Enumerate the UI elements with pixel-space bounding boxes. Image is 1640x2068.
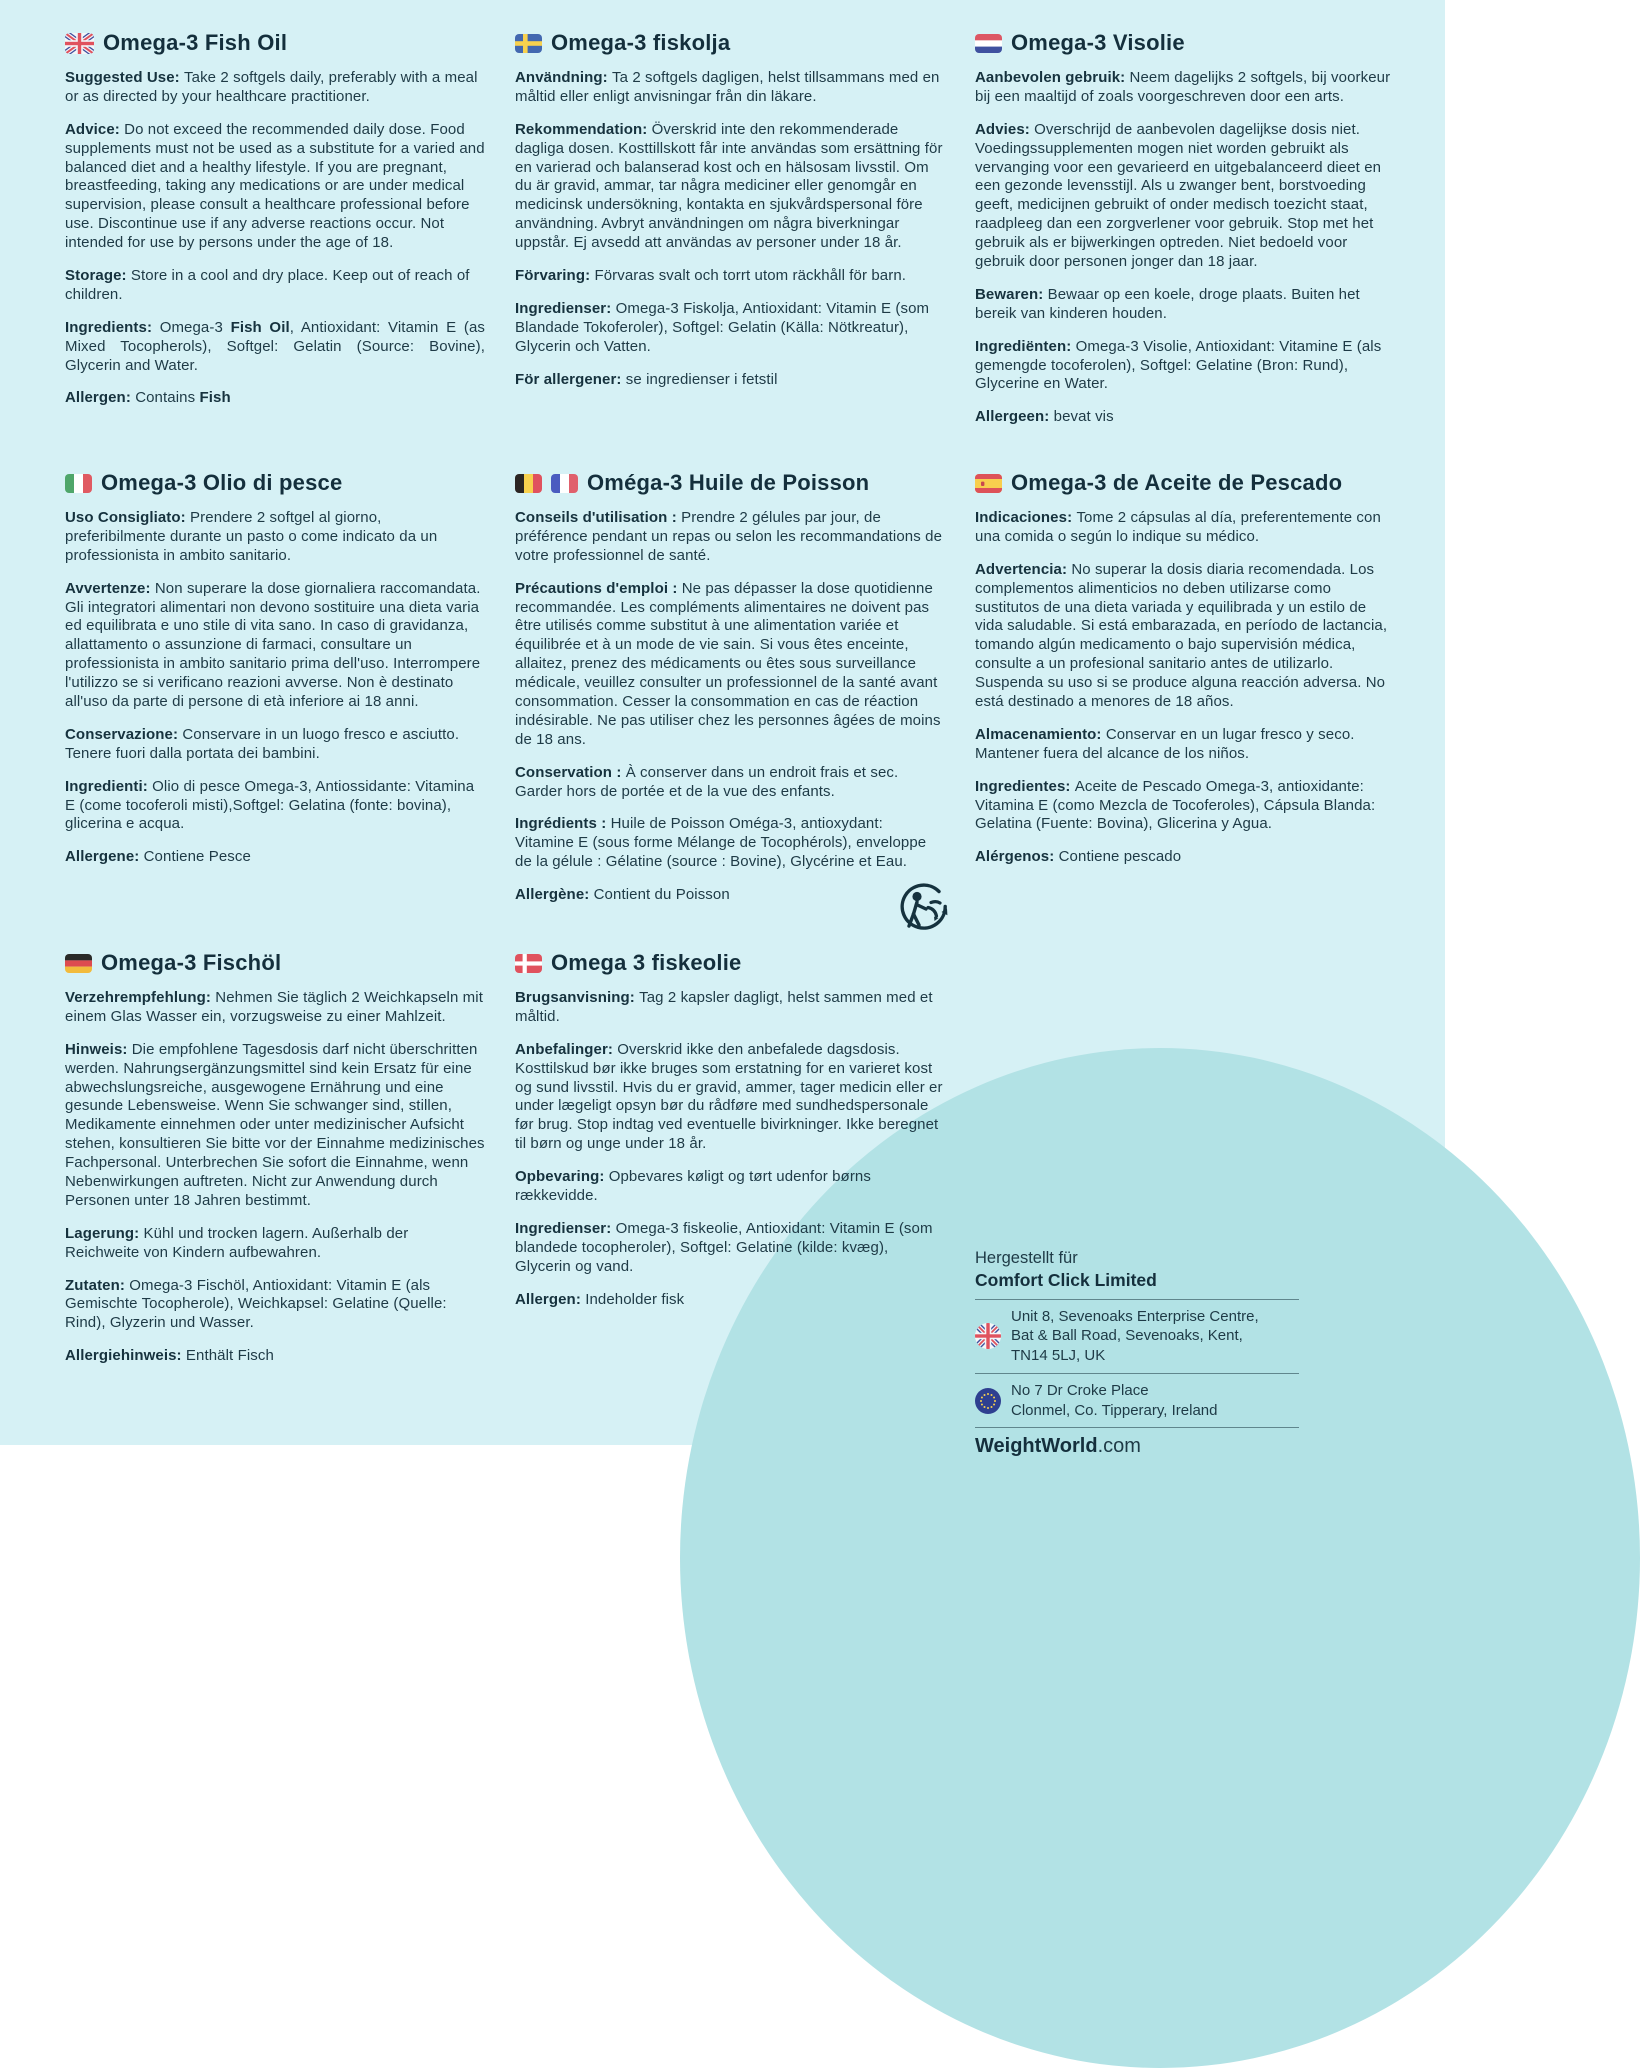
label-paragraph: Avvertenze: Non superare la dose giornaliera raccomandata. Gli integratori alimentari non devono sostituire una dieta varia ed equilibrata e uno stile di vita sano. In caso di gravidanza, allattamento o assunzione di farmaci, consultare un professionista in ambito sanitario prima dell'uso. Interrompere l'utilizzo se si verificano reazioni avverse. Non è destinato all'uso da parte di persone di età inferiore ai 18 anni. xyxy=(65,579,481,711)
manufactured-for-label: Hergestellt für xyxy=(975,1249,1078,1267)
label-paragraph: Förvaring: Förvaras svalt och torrt utom räckhåll för barn. xyxy=(515,267,907,285)
section-heading xyxy=(65,470,485,496)
label-paragraph: Alérgenos: Contiene pescado xyxy=(975,848,1182,866)
label-paragraph: Allergeen: bevat vis xyxy=(975,408,1114,426)
label-paragraph: Suggested Use: Take 2 softgels daily, preferably with a meal or as directed by your healthcare practitioner. xyxy=(65,69,478,105)
label-paragraph: För allergener: se ingredienser i fetstil xyxy=(515,370,778,388)
label-paragraph: Lagerung: Kühl und trocken lagern. Außerhalb der Reichweite von Kindern aufbewahren. xyxy=(65,1224,409,1261)
germany-flag-icon xyxy=(65,954,92,973)
section-swedish xyxy=(515,30,945,470)
label-paragraph: Précautions d'emploi : Ne pas dépasser la dose quotidienne recommandée. Les compléments alimentaires ne doivent pas être utilisés comme substitut à une alimentation variée et équilibrée et à un mode de vie sain. Si vous êtes enceinte, allaitez, prenez des médicaments ou êtes sous surveillance médicale, veuillez consulter un professionnel de la santé avant consommation. Cesser la consommation en cas de réaction indésirable. Ne pas utiliser chez les personnes âgées de moins de 18 ans. xyxy=(515,579,941,748)
label-paragraph: Storage: Store in a cool and dry place. Keep out of reach of children. xyxy=(65,267,470,303)
label-paragraph: Zutaten: Omega-3 Fischöl, Antioxidant: Vitamin E (als Gemischte Tocopherole), Weichkapsel: Gelatine (Quelle: Rind), Glyzerin und Wasser. xyxy=(65,1276,447,1332)
section-italian xyxy=(65,470,485,950)
section-title: Omega-3 Olio di pesce xyxy=(101,470,343,495)
eu-round-flag-icon xyxy=(975,1388,1001,1414)
uk-flag-icon xyxy=(65,33,94,54)
label-paragraph: Advies: Overschrijd de aanbevolen dagelijkse dosis niet. Voedingssupplementen mogen niet worden gebruikt als vervanging voor een gevarieerd en uitgebalanceerd dieet en een gezonde levensstijl. Als u zwanger bent, borstvoeding geeft, medicijnen gebruikt of onder medisch toezicht staat, raadpleeg dan een zorgverlener voor gebruik. Stop met het gebruik als er bijwerkingen optreden. Niet bedoeld voor gebruik door personen jonger dan 18 jaar. xyxy=(975,120,1382,271)
label-paragraph: Ingredienser: Omega-3 Fiskolja, Antioxidant: Vitamin E (som Blandade Tokoferoler), Softgel: Gelatin (Källa: Nötkreatur), Glycerin och Vatten. xyxy=(515,299,930,355)
spain-flag-icon xyxy=(975,474,1002,493)
section-heading xyxy=(975,470,1395,496)
section-german xyxy=(65,950,485,1478)
uk-round-flag-icon xyxy=(975,1323,1001,1349)
section-heading xyxy=(515,950,945,976)
section-heading xyxy=(65,950,485,976)
section-heading xyxy=(65,30,485,56)
uk-address-line: Bat & Ball Road, Sevenoaks, Kent, xyxy=(1011,1327,1243,1345)
section-title: Omega-3 de Aceite de Pescado xyxy=(1011,470,1343,495)
uk-address-line: Unit 8, Sevenoaks Enterprise Centre, xyxy=(1011,1307,1259,1325)
label-paragraph: Brugsanvisning: Tag 2 kapsler dagligt, helst sammen med et måltid. xyxy=(515,989,933,1025)
france-flag-icon xyxy=(551,474,578,493)
divider xyxy=(975,1373,1299,1374)
divider xyxy=(975,1427,1299,1428)
italy-flag-icon xyxy=(65,474,92,493)
section-title: Omega-3 fiskolja xyxy=(551,30,731,55)
label-paragraph: Ingredienti: Olio di pesce Omega-3, Antiossidante: Vitamina E (come tocoferoli misti),Softgel: Gelatina (fonte: bovina), glicerina e acqua. xyxy=(65,777,475,833)
triman-recycling-icon xyxy=(898,882,950,943)
section-title: Omega 3 fiskeolie xyxy=(551,950,742,975)
section-heading xyxy=(515,470,945,496)
manufacturer-block xyxy=(975,1248,1299,1478)
website: WeightWorld.com xyxy=(975,1435,1141,1458)
label-paragraph: Allergen: Contains Fish xyxy=(65,389,231,407)
denmark-flag-icon xyxy=(515,954,542,973)
section-dutch xyxy=(975,30,1395,470)
label-paragraph: Uso Consigliato: Prendere 2 softgel al giorno, preferibilmente durante un pasto o come indicato da un professionista in ambito sanitario. xyxy=(65,509,438,564)
eu-address-line: Clonmel, Co. Tipperary, Ireland xyxy=(1011,1401,1218,1419)
section-title: Omega-3 Fish Oil xyxy=(103,30,288,55)
section-title: Oméga-3 Huile de Poisson xyxy=(587,470,870,495)
label-paragraph: Conseils d'utilisation : Prendre 2 gélules par jour, de préférence pendant un repas ou selon les recommandations de votre professionnel de santé. xyxy=(515,509,943,564)
divider xyxy=(975,1299,1299,1300)
label-paragraph: Allergen: Indeholder fisk xyxy=(515,1290,685,1308)
netherlands-flag-icon xyxy=(975,34,1002,53)
label-paragraph: Ingredienser: Omega-3 fiskeolie, Antioxidant: Vitamin E (som blandede tocopheroler), Softgel: Gelatine (kilde: kvæg), Glycerin og vand. xyxy=(515,1219,933,1275)
label-paragraph: Advertencia: No superar la dosis diaria recomendada. Los complementos alimenticios no deben utilizarse como sustitutos de una dieta variada y equilibrada y un estilo de vida saludable. Si está embarazada, en período de lactancia, tomando algún medicamento o bajo supervisión médica, consulte a un profesional sanitario antes de utilizarlo. Suspenda su uso si se produce alguna reacción adversa. No está destinado a menores de 18 años. xyxy=(975,560,1388,711)
label-paragraph: Hinweis: Die empfohlene Tagesdosis darf nicht überschritten werden. Nahrungsergänzungsmittel sind kein Ersatz für eine abwechslungsreiche, ausgewogene Ernährung und eine gesunde Lebensweise. Wenn Sie schwanger sind, stillen, Medikamente einnehmen oder unter medizinischer Aufsicht stehen, konsultieren Sie bitte vor der Einnahme medizinisches Fachpersonal. Unterbrechen Sie sofort die Einnahme, wenn Nebenwirkungen auftreten. Nicht zur Anwendung durch Personen unter 18 Jahren bestimmt. xyxy=(65,1040,485,1209)
label-paragraph: Rekommendation: Överskrid inte den rekommenderade dagliga dosen. Kosttillskott får inte användas som ersättning för en varierad och balanserad kost och en hälsosam livsstil. Om du är gravid, ammar, tar några mediciner eller genomgår en medicinsk undersökning, kontakta en sjukvårdspersonal före användning. Avbryt användningen om några biverkningar uppstår. Ej avsedd att användas av personer under 18 år. xyxy=(515,120,943,252)
section-french xyxy=(515,470,945,950)
section-heading xyxy=(515,30,945,56)
label-paragraph: Allergene: Contiene Pesce xyxy=(65,848,251,866)
label-paragraph: Ingredients: Omega-3 Fish Oil, Antioxidant: Vitamin E (as Mixed Tocopherols), Softgel: Gelatin (Source: Bovine), Glycerin and Water. xyxy=(65,318,486,374)
label-paragraph: Aanbevolen gebruik: Neem dagelijks 2 softgels, bij voorkeur bij een maaltijd of zoals voorgeschreven door een arts. xyxy=(975,69,1391,105)
label-paragraph: Ingredientes: Aceite de Pescado Omega-3, antioxidante: Vitamina E (como Mezcla de Tocoferoles), Cápsula Blanda: Gelatina (Fuente: Bovina), Glicerina y Agua. xyxy=(975,777,1376,833)
section-title: Omega-3 Visolie xyxy=(1011,30,1185,55)
label-paragraph: Conservation : À conserver dans un endroit frais et sec. Garder hors de portée et de la vue des enfants. xyxy=(515,763,899,800)
label-paragraph: Anbefalinger: Overskrid ikke den anbefalede dagsdosis. Kosttilskud bør ikke bruges som erstatning for en varieret kost og sund livsstil. Hvis du er gravid, ammer, tager medicin eller er under lægeligt opsyn bør du rådføre med sundhedspersonale før brug. Stop indtag ved eventuelle bivirkninger. Ikke beregnet til børn og unge under 18 år. xyxy=(515,1040,943,1153)
label-paragraph: Användning: Ta 2 softgels dagligen, helst tillsammans med en måltid eller enligt anvisningar från din läkare. xyxy=(515,69,940,105)
section-title: Omega-3 Fischöl xyxy=(101,950,282,975)
section-spanish xyxy=(975,470,1395,950)
label-paragraph: Allergiehinweis: Enthält Fisch xyxy=(65,1347,274,1365)
label-paragraph: Ingrédients : Huile de Poisson Oméga-3, antioxydant: Vitamine E (sous forme Mélange de Tocophérols), enveloppe de la gélule : Gélatine (source : Bovine), Glycérine et Eau. xyxy=(515,815,927,871)
eu-address-line: No 7 Dr Croke Place xyxy=(1011,1381,1149,1399)
section-english xyxy=(65,30,485,470)
belgium-flag-icon xyxy=(515,474,542,493)
label-paragraph: Indicaciones: Tome 2 cápsulas al día, preferentemente con una comida o según lo indique su médico. xyxy=(975,509,1381,545)
label-paragraph: Conservazione: Conservare in un luogo fresco e asciutto. Tenere fuori dalla portata dei bambini. xyxy=(65,725,460,762)
label-paragraph: Allergène: Contient du Poisson xyxy=(515,886,730,904)
company-name: Comfort Click Limited xyxy=(975,1269,1157,1290)
sweden-flag-icon xyxy=(515,34,542,53)
section-heading xyxy=(975,30,1395,56)
label-paragraph: Bewaren: Bewaar op een koele, droge plaats. Buiten het bereik van kinderen houden. xyxy=(975,285,1360,322)
uk-address-line: TN14 5LJ, UK xyxy=(1011,1347,1106,1365)
label-paragraph: Advice: Do not exceed the recommended daily dose. Food supplements must not be used as a substitute for a varied and balanced diet and a healthy lifestyle. If you are pregnant, breastfeeding, taking any medications or are under medical supervision, please consult a healthcare professional before use. Discontinue use if any adverse reactions occur. Not intended for use by persons under the age of 18. xyxy=(65,120,485,252)
uk-address xyxy=(975,1307,1299,1366)
section-danish xyxy=(515,950,945,1478)
label-paragraph: Almacenamiento: Conservar en un lugar fresco y seco. Mantener fuera del alcance de los niños. xyxy=(975,725,1355,762)
label-paragraph: Ingrediënten: Omega-3 Visolie, Antioxidant: Vitamine E (als gemengde tocoferolen), Softgel: Gelatine (Bron: Rund), Glycerine en Water. xyxy=(975,337,1382,393)
eu-address xyxy=(975,1381,1299,1421)
label-paragraph: Verzehrempfehlung: Nehmen Sie täglich 2 Weichkapseln mit einem Glas Wasser ein, vorzugsweise zu einer Mahlzeit. xyxy=(65,989,483,1025)
label-paragraph: Opbevaring: Opbevares køligt og tørt udenfor børns rækkevidde. xyxy=(515,1168,871,1205)
